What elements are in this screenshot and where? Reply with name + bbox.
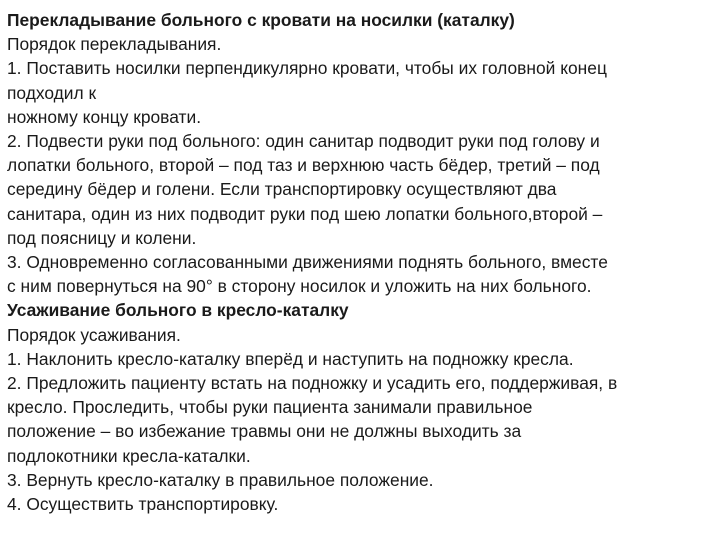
text-line: кресло. Проследить, чтобы руки пациента занимали правильное	[7, 397, 533, 418]
section-subheading-transfer: Порядок перекладывания.	[7, 34, 222, 55]
text-line: 2. Предложить пациенту встать на подножку и усадить его, поддерживая, в	[7, 373, 618, 394]
text-line: санитара, один из них подводит руки под шею лопатки больного,второй –	[7, 203, 603, 224]
section-subheading-wheelchair: Порядок усаживания.	[7, 324, 181, 345]
text-line: с ним повернуться на 90° в сторону носилок и уложить на них больного.	[7, 276, 592, 297]
text-line: лопатки больного, второй – под таз и верхнюю часть бёдер, третий – под	[7, 155, 600, 176]
section-heading-transfer: Перекладывание больного с кровати на носилки (каталку)	[7, 10, 515, 30]
section-heading-wheelchair: Усаживание больного в кресло-каталку	[7, 300, 349, 321]
text-line: 4. Осуществить транспортировку.	[7, 494, 279, 515]
text-line: 2. Подвести руки под больного: один санитар подводит руки под голову и	[7, 131, 600, 152]
text-line: середину бёдер и голени. Если транспортировку осуществляют два	[7, 179, 557, 200]
text-line: под поясницу и колени.	[7, 227, 197, 248]
text-line: 3. Одновременно согласованными движениями поднять больного, вместе	[7, 252, 608, 273]
text-line: подходил к	[7, 82, 97, 103]
text-line: 1. Наклонить кресло-каталку вперёд и наступить на подножку кресла.	[7, 348, 574, 369]
text-line: положение – во избежание травмы они не должны выходить за	[7, 421, 522, 442]
text-line: ножному концу кровати.	[7, 106, 202, 127]
document-body	[7, 8, 717, 516]
text-line: 1. Поставить носилки перпендикулярно кровати, чтобы их головной конец	[7, 58, 607, 79]
text-line: 3. Вернуть кресло-каталку в правильное положение.	[7, 469, 434, 490]
text-line: подлокотники кресла-каталки.	[7, 445, 251, 466]
